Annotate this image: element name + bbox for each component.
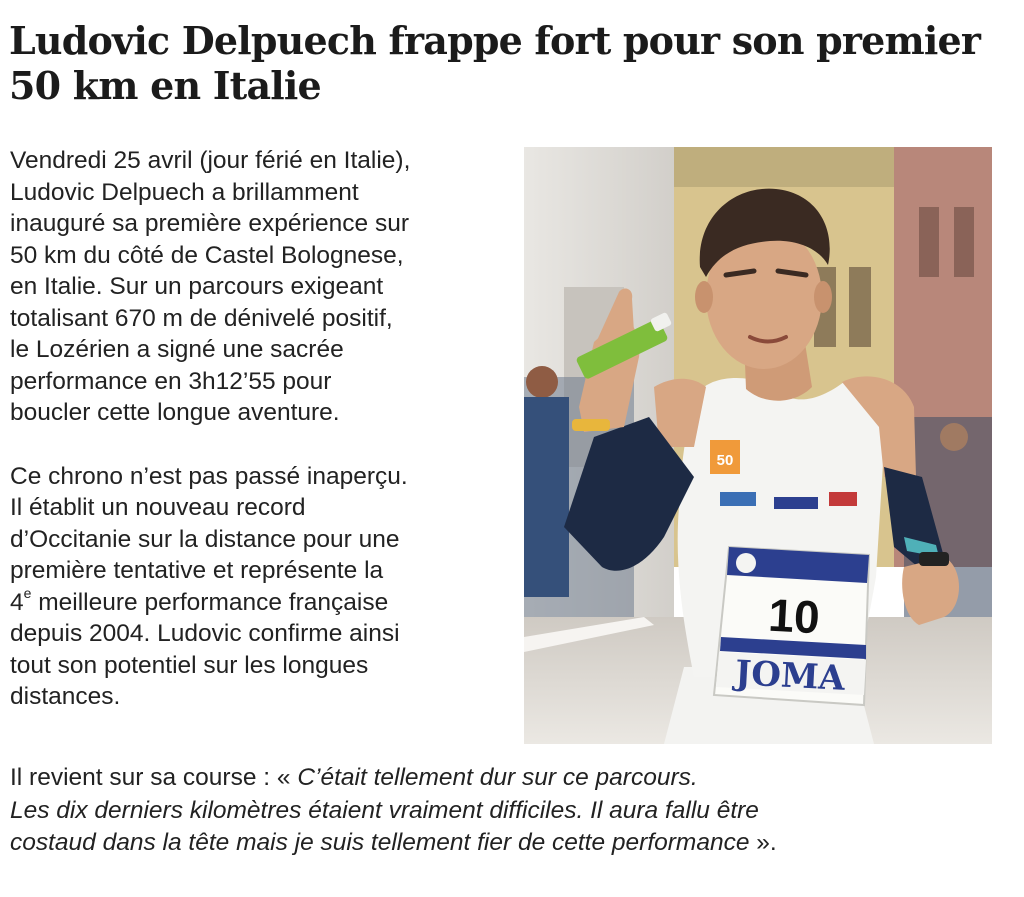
paragraph-gap [10, 429, 515, 461]
quote-intro: Il revient sur sa course : « [10, 764, 298, 791]
body-line: 50 km du côté de Castel Bolognese, [10, 241, 404, 269]
body-line: totalisant 670 m de dénivelé positif, [10, 304, 393, 332]
shirt-logo [774, 497, 818, 509]
spectator-head [940, 423, 968, 451]
headline-line-1: Ludovic Delpuech frappe fort pour son premier [9, 18, 981, 63]
body-line: depuis 2004. Ludovic confirme ainsi [10, 620, 400, 647]
quote-block [10, 762, 1010, 860]
body-line [10, 587, 515, 619]
quote-end: ». [749, 829, 777, 856]
window [849, 267, 871, 347]
body-line: inauguré sa première expérience sur [10, 210, 410, 237]
body-line: Vendredi 25 avril (jour férié en Italie), [10, 147, 411, 174]
shirt-logo [829, 492, 857, 506]
spectator-body [524, 397, 569, 597]
body-line: boucler cette longue aventure. [10, 399, 340, 426]
body-line: d’Occitanie sur la distance pour une [10, 525, 400, 553]
quote-text: Les dix derniers kilomètres étaient vraiment difficiles. Il aura fallu être [10, 796, 759, 824]
ordinal-suffix: e [23, 585, 32, 602]
watch [919, 552, 949, 566]
body-line: Ludovic Delpuech a brillamment [10, 178, 359, 206]
bib-number: 10 [767, 588, 821, 644]
ordinal-number: 4 [10, 588, 24, 616]
body-line: première tentative et représente la [10, 557, 384, 584]
body-line: tout son potentiel sur les longues [10, 651, 369, 679]
window [919, 207, 939, 277]
body-line: performance en 3h12’55 pour [10, 367, 332, 395]
ordinal-rest: meilleure performance française [31, 588, 389, 616]
article-headline [9, 18, 1009, 108]
quote-text: C’était tellement dur sur ce parcours. [297, 764, 698, 791]
quote-line [10, 827, 1010, 860]
bib-sponsor: JOMA [734, 653, 846, 699]
body-line: Il établit un nouveau record [10, 494, 306, 521]
shirt-badge-text: 50 [716, 452, 734, 469]
runner-ear [695, 281, 713, 313]
body-line: Ce chrono n’est pas passé inaperçu. [10, 462, 408, 490]
window [954, 207, 974, 277]
quote-line [10, 762, 1010, 795]
building-shadow [674, 147, 894, 187]
wristband [572, 419, 610, 431]
article-body-column [10, 145, 515, 713]
spectator-head [526, 366, 558, 398]
body-line: le Lozérien a signé une sacrée [10, 336, 344, 363]
runner-photo [524, 147, 992, 744]
body-line: en Italie. Sur un parcours exigeant [10, 273, 384, 300]
shirt-logo [720, 492, 756, 506]
quote-line [10, 795, 1010, 828]
headline-line-2: 50 km en Italie [9, 63, 321, 108]
quote-text: costaud dans la tête mais je suis tellement fier de cette performance [10, 829, 750, 856]
runner-ear [814, 281, 832, 313]
body-line: distances. [10, 683, 121, 710]
